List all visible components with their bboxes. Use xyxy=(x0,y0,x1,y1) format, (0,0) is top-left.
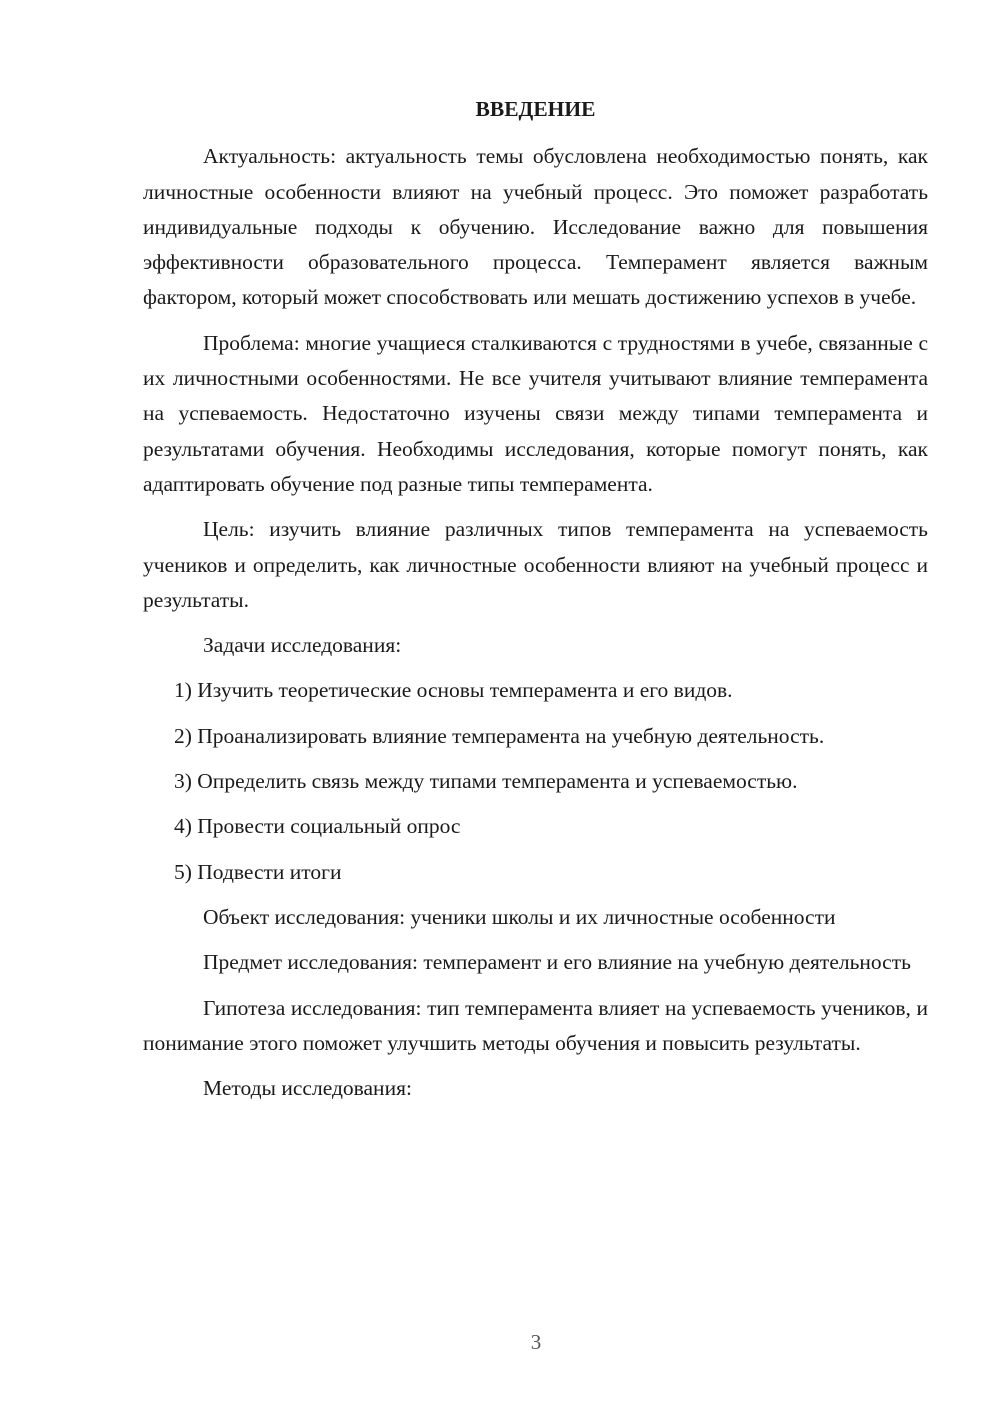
paragraph-subject: Предмет исследования: темперамент и его влияние на учебную деятельность xyxy=(203,950,911,975)
methods-heading: Методы исследования: xyxy=(203,1076,412,1101)
page-number: 3 xyxy=(530,1330,542,1354)
tasks-heading: Задачи исследования: xyxy=(203,633,402,658)
list-item: 3) Определить связь между типами темперамента и успеваемостью. xyxy=(174,769,798,794)
list-item: 5) Подвести итоги xyxy=(174,859,342,884)
paragraph-problem: Проблема: многие учащиеся сталкиваются с трудностями в учебе, связанные с их личностными особенностями. Не все учителя учитывают влияние темперамента на успеваемость. Недостаточно изучены связи между типами темперамента и результатами обучения. Необходимы исследования, которые помогут понять, как адаптировать обучение под разные типы темперамента. xyxy=(143,330,928,496)
tasks-list xyxy=(143,673,928,889)
page-title: ВВЕДЕНИЕ xyxy=(475,97,596,121)
paragraph-goal: Цель: изучить влияние различных типов темперамента на успеваемость учеников и определить, как личностные особенности влияют на учебный процесс и результаты. xyxy=(143,517,928,612)
paragraph-hypothesis: Гипотеза исследования: тип темперамента влияет на успеваемость учеников, и понимание этого поможет улучшить методы обучения и повысить результаты. xyxy=(143,995,928,1055)
paragraph-relevance: Актуальность: актуальность темы обусловлена необходимостью понять, как личностные особенности влияют на учебный процесс. Это поможет разработать индивидуальные подходы к обучению. Исследование важно для повышения эффективности образовательного процесса. Темперамент является важным фактором, который может способствовать или мешать достижению успехов в учебе. xyxy=(143,144,928,310)
list-item: 2) Проанализировать влияние темперамента на учебную деятельность. xyxy=(174,723,825,748)
list-item: 1) Изучить теоретические основы темперамента и его видов. xyxy=(174,678,733,703)
document-page xyxy=(143,92,928,1116)
list-item: 4) Провести социальный опрос xyxy=(174,814,461,839)
paragraph-object: Объект исследования: ученики школы и их личностные особенности xyxy=(203,904,836,929)
